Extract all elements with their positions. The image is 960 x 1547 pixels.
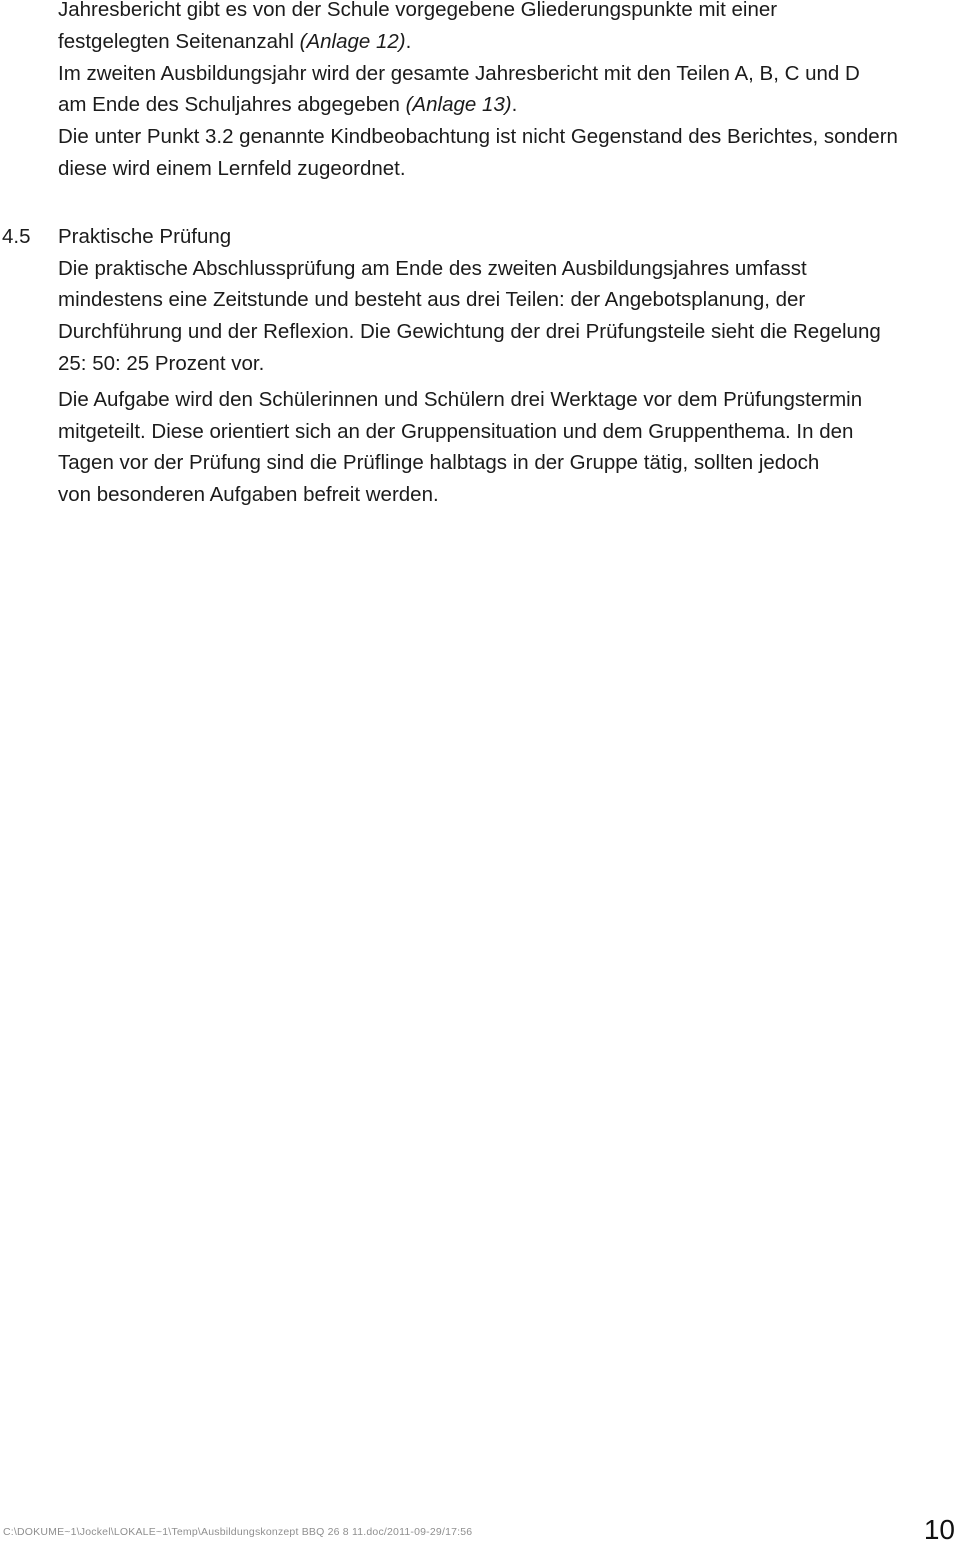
page-number: 10: [923, 1514, 955, 1545]
section-heading: [2, 221, 960, 253]
document-content: [2, 0, 960, 511]
paragraph-line: Die praktische Abschlussprüfung am Ende des zweiten Ausbildungsjahres umfasst: [58, 256, 807, 280]
paragraph-line: 25: 50: 25 Prozent vor.: [58, 351, 265, 375]
paragraph-line: Die unter Punkt 3.2 genannte Kindbeobachtung ist nicht Gegenstand des Berichtes, sondern: [58, 125, 898, 149]
text-run-italic: (Anlage 12): [299, 29, 406, 53]
paragraph-line: mindestens eine Zeitstunde und besteht aus drei Teilen: der Angebotsplanung, der: [58, 288, 806, 312]
footer-file-path: C:\DOKUME~1\Jockel\LOKALE~1\Temp\Ausbildungskonzept BBQ 26 8 11.doc/2011-09-29/17:56: [3, 1526, 473, 1538]
paragraph-line: Die Aufgabe wird den Schülerinnen und Schülern drei Werktage vor dem Prüfungstermin: [58, 387, 863, 411]
section-number: 4.5: [2, 224, 31, 248]
paragraph-line: Jahresbericht gibt es von der Schule vorgegebene Gliederungspunkte mit einer: [58, 0, 778, 21]
paragraph-line: Tagen vor der Prüfung sind die Prüflinge halbtags in der Gruppe tätig, sollten jedoch: [58, 451, 820, 475]
text-run: festgelegten Seitenanzahl: [58, 29, 300, 53]
text-run-italic: (Anlage 13): [405, 93, 512, 117]
text-run: am Ende des Schuljahres abgegeben: [58, 93, 406, 117]
text-run: .: [405, 29, 412, 53]
paragraph-line: Im zweiten Ausbildungsjahr wird der gesamte Jahresbericht mit den Teilen A, B, C und D: [58, 61, 860, 85]
paragraph-line: von besonderen Aufgaben befreit werden.: [58, 483, 439, 507]
paragraph-line: mitgeteilt. Diese orientiert sich an der Gruppensituation und dem Gruppenthema. In den: [58, 419, 854, 443]
paragraph-line: [58, 26, 960, 58]
paragraph-line: [58, 89, 960, 121]
paragraph-line: diese wird einem Lernfeld zugeordnet.: [58, 156, 406, 180]
text-run: .: [511, 93, 518, 117]
section-title: Praktische Prüfung: [58, 224, 232, 248]
paragraph-line: Durchführung und der Reflexion. Die Gewichtung der drei Prüfungsteile sieht die Regelung: [58, 320, 881, 344]
